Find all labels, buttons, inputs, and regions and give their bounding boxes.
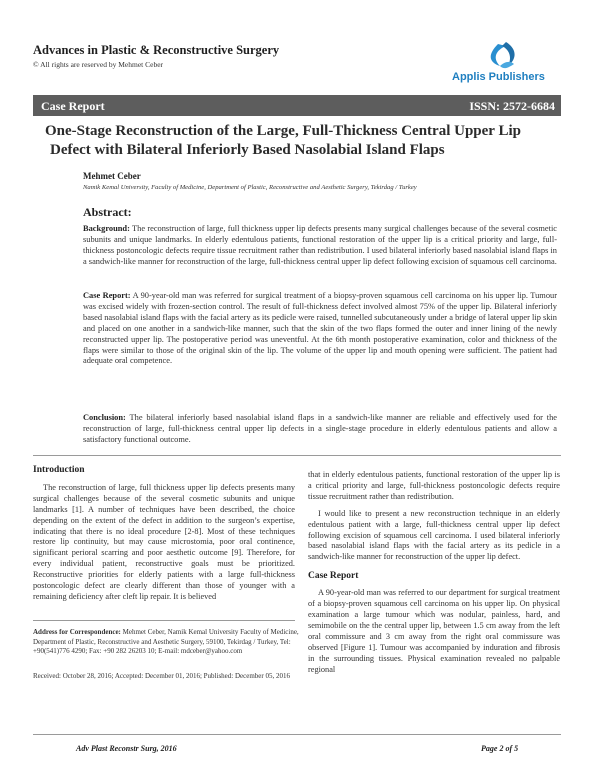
copyright-notice: © All rights are reserved by Mehmet Ceber	[33, 60, 164, 69]
correspondence-text: Mehmet Ceber, Namik Kemal University Faculty of Medicine, Department of Plastic, Reconstructive and Aesthetic Surgery, 59100, Tekirdag / Turkey, Tel: +90(541)776 4290; Fax: +90 282 26203 10; E-mail: mdceber@yahoo.com	[33, 628, 299, 656]
abstract-heading: Abstract:	[83, 205, 132, 219]
abstract-case-report	[83, 291, 557, 367]
title-line-1: One-Stage Reconstruction of the Large, Full-Thickness Central Upper Lip	[45, 123, 521, 139]
section-divider	[33, 455, 561, 456]
introduction-text: The reconstruction of large, full thickness upper lip defects presents many surgical challenges because of the several cosmetic subunits and unique landmarks [1]. A number of techniques have been described, the choice depending on the extent of the defect in addition to the surgeon’s expertise, indicating that there is no ideal procedure [2-8]. Most of these techniques restore lip continuity, but may cause microstomia, poor oral continence, significant perioral scarring and poor aesthetic outcome [9]. Therefore, for every individual patient, reconstructive goals must be prioritized. Reconstructive priorities for elderly patients with a large full-thickness postoncologic defect are clearly different than those of younger with a remaining deficiency after cleft lip repair. It is believed	[33, 482, 295, 601]
journal-title: Advances in Plastic & Reconstructive Surgery	[33, 43, 280, 57]
abstract-background	[83, 224, 557, 268]
title-line-2: Defect with Bilateral Inferiorly Based Nasolabial Island Flaps	[50, 142, 445, 158]
publisher-name: Applis Publishers	[452, 71, 545, 83]
background-text: The reconstruction of large, full thickness upper lip defects presents many surgical challenges because of the several cosmetic subunits and unique landmarks. In elderly edentulous patients, functional restoration of the upper lip is a critical priority and large, full-thickness postoncologic defects require tissue recruitment rather than redistribution. I used bilateral inferiorly based nasolabial island flaps in a sandwich-like manner for reconstruction of the large, full-thickness central upper lip defect following excision of squamous cell carcinoma.	[83, 224, 558, 266]
footer-citation: Adv Plast Reconstr Surg, 2016	[76, 744, 177, 753]
paragraph-continued: that in elderly edentulous patients, functional restoration of the upper lip is a critical priority and large, full-thickness postoncologic defects require tissue recruitment rather than redistribution.	[308, 470, 560, 501]
right-column	[308, 470, 560, 675]
footer-divider	[33, 734, 561, 735]
article-title	[45, 122, 565, 160]
introduction-section	[33, 465, 295, 603]
case-text: A 90-year-old man was referred for surgical treatment of a biopsy-proven squamous cell carcinoma on his upper lip. Tumour was excised widely with frozen-section control. The result of full-thickness defect involved almost 75% of the upper lip. Bilateral inferiorly based nasolabial island flaps with the facial artery as its pedicle were raised, tunnelled subcutaneously under a bridge of lateral upper lip skin and placed on one another in a sandwich-like manner, such that the skin of the two flaps formed the outer and inner lining of the newly reconstructed upper lip. The postoperative period was uneventful. At the 6th month postoperative examination, color and thickness of the flaps were similar to those of the original skin of the lip. The volume of the upper lip and mouth opening were sufficient. The patient had adequate oral competence.	[83, 291, 557, 366]
introduction-heading: Introduction	[33, 465, 85, 475]
author-affiliation: Namik Kemal University, Faculty of Medicine, Department of Plastic, Reconstructive and Aesthetic Surgery, Tekirdag / Turkey	[83, 184, 417, 191]
conclusion-label: Conclusion:	[83, 413, 126, 422]
issn: ISSN: 2572-6684	[469, 99, 555, 113]
footnote-divider	[33, 620, 295, 621]
correspondence-label: Address for Correspondence:	[33, 628, 121, 636]
conclusion-text: The bilateral inferiorly based nasolabial island flaps in a sandwich-like manner are reliable and effectively used for the reconstruction of large, full-thickness central upper lip defects in a single-stage procedure in elderly edentulous patients and allow a satisfactory functional outcome.	[83, 413, 557, 444]
case-label: Case Report:	[83, 291, 131, 300]
case-report-heading: Case Report	[308, 571, 359, 582]
case-report-text: A 90-year-old man was referred to our department for surgical treatment of a biopsy-proven squamous cell carcinoma on his upper lip. On physical examination a large tumour which was nodular, painless, hard, and semimobile on the the central upper lip, between 1.5 cm away from the left oral commissure and 3 cm away from the right oral commissure was observed [Figure 1]. Tumour was accompanied by induration and fibrosis in the surrounding tissues. Physical examination revealed no palpable regional	[308, 588, 560, 674]
received-dates: Received: October 28, 2016; Accepted: December 01, 2016; Published: December 05, 2016	[33, 672, 290, 680]
correspondence-block	[33, 628, 305, 657]
abstract-conclusion	[83, 413, 557, 446]
page-number: Page 2 of 5	[481, 744, 519, 753]
article-type: Case Report	[41, 99, 105, 113]
author-name: Mehmet Ceber	[83, 171, 141, 181]
background-label: Background:	[83, 224, 130, 233]
paragraph-technique: I would like to present a new reconstruction technique in an elderly edentulous patient with a large, full-thickness central upper lip defect following excision of squamous cell carcinoma. I used bilateral inferiorly based nasolabial island flaps with the facial artery as its pedicle in a sandwich-like manner for reconstruction of the upper lip defect.	[308, 508, 560, 562]
